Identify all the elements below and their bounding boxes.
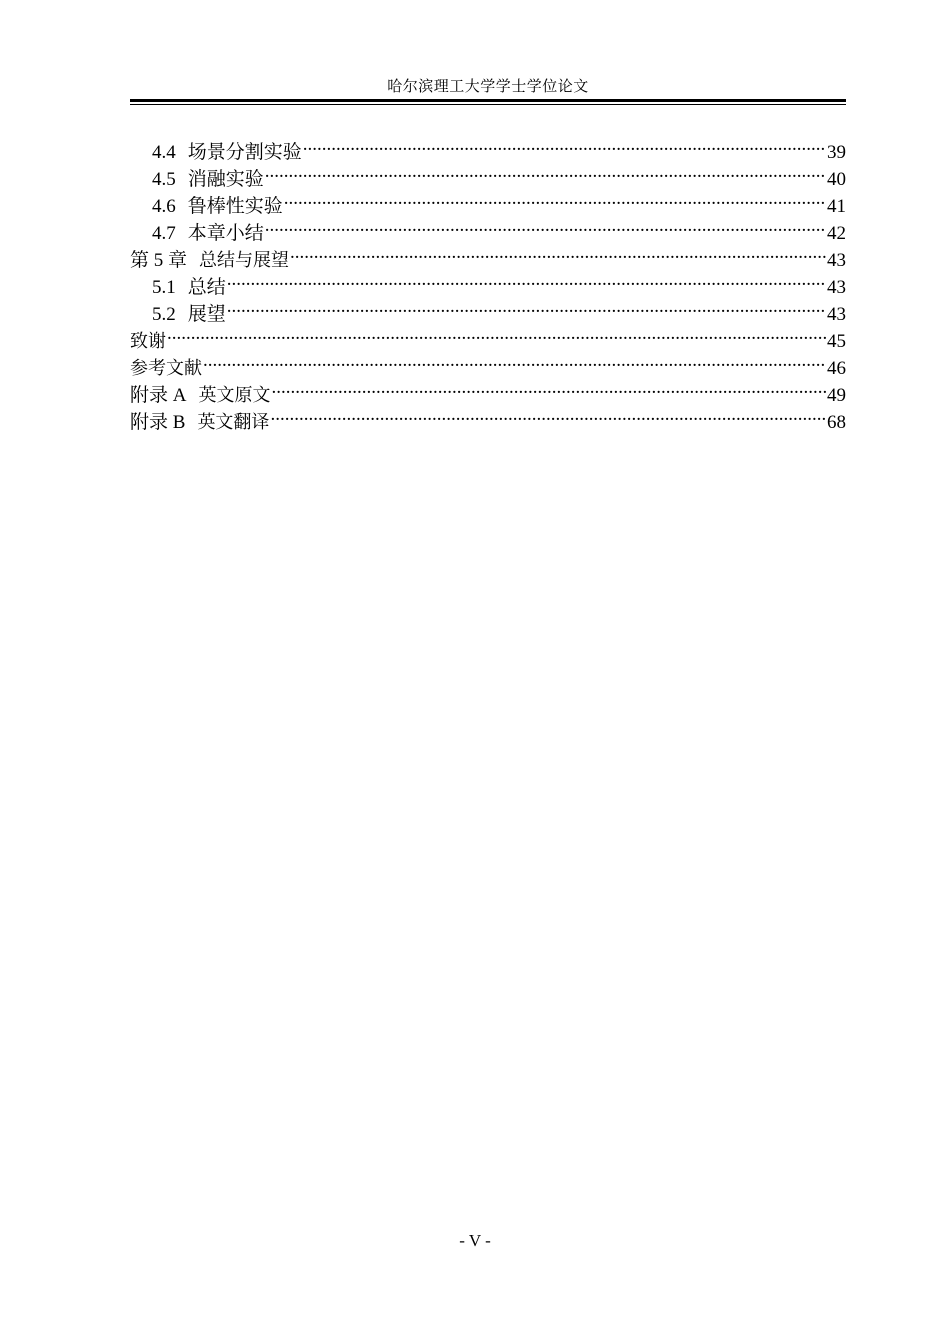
toc-entry-title bbox=[152, 166, 264, 193]
toc-entry-label: 展望 bbox=[187, 304, 226, 325]
toc-entry-page: 45 bbox=[827, 331, 846, 352]
toc-entry-title bbox=[152, 274, 226, 301]
toc-entry-number: 5.1 bbox=[152, 277, 176, 298]
toc-entry-title bbox=[130, 382, 270, 409]
toc-entry-number: 附录 B bbox=[130, 412, 186, 433]
toc-entry-page: 43 bbox=[827, 277, 846, 298]
toc-entry-label: 英文原文 bbox=[198, 385, 271, 406]
toc-entry-title bbox=[152, 220, 264, 247]
toc-entry-references[interactable] bbox=[130, 347, 846, 379]
toc-dot-leader bbox=[203, 347, 826, 374]
toc-entry-page: 68 bbox=[827, 412, 846, 433]
toc-dot-leader bbox=[270, 401, 826, 428]
toc-entry-page: 43 bbox=[827, 250, 846, 271]
toc-dot-leader bbox=[303, 131, 826, 158]
toc-entry-page: 46 bbox=[827, 358, 846, 379]
toc-entry-label: 参考文献 bbox=[130, 358, 202, 379]
toc-entry-title bbox=[152, 193, 283, 220]
toc-entry-page: 40 bbox=[827, 169, 846, 190]
toc-entry-page: 49 bbox=[827, 385, 846, 406]
toc-entry-label: 鲁棒性实验 bbox=[187, 196, 283, 217]
toc-entry-label: 英文翻译 bbox=[197, 412, 270, 433]
toc-dot-leader bbox=[265, 158, 826, 185]
toc-dot-leader bbox=[167, 320, 826, 347]
toc-entry-label: 总结与展望 bbox=[199, 250, 290, 271]
toc-dot-leader bbox=[227, 293, 826, 320]
page-number: - V - bbox=[459, 1231, 491, 1250]
toc-dot-leader bbox=[271, 374, 826, 401]
toc-entry-number: 4.5 bbox=[152, 169, 176, 190]
toc-entry-label: 总结 bbox=[187, 277, 226, 298]
header-rule-thick bbox=[130, 99, 846, 102]
toc-entry-number: 4.4 bbox=[152, 142, 176, 163]
toc-entry-page: 41 bbox=[827, 196, 846, 217]
toc-entry-appendix-a[interactable] bbox=[130, 374, 846, 406]
toc-entry-page: 39 bbox=[827, 142, 846, 163]
toc-entry-page: 42 bbox=[827, 223, 846, 244]
toc-entry-title bbox=[130, 355, 202, 382]
toc-entry-number: 4.6 bbox=[152, 196, 176, 217]
toc-dot-leader bbox=[290, 239, 826, 266]
toc-entry-label: 致谢 bbox=[130, 331, 166, 352]
toc-dot-leader bbox=[284, 185, 826, 212]
toc-dot-leader bbox=[227, 266, 826, 293]
toc-dot-leader bbox=[265, 212, 826, 239]
toc-entry-title bbox=[130, 409, 269, 436]
header-rule-thin bbox=[130, 104, 846, 105]
toc-entry-title bbox=[130, 328, 166, 355]
page-header-title: 哈尔滨理工大学学士学位论文 bbox=[387, 79, 589, 95]
toc-entry-5-1[interactable] bbox=[130, 266, 846, 298]
toc-entry-label: 消融实验 bbox=[187, 169, 264, 190]
toc-entry-4-4[interactable] bbox=[130, 131, 846, 163]
toc-entry-page: 43 bbox=[827, 304, 846, 325]
toc-entry-acknowledgements[interactable] bbox=[130, 320, 846, 352]
toc-entry-label: 场景分割实验 bbox=[187, 142, 302, 163]
toc-entry-5-2[interactable] bbox=[130, 293, 846, 325]
toc-entry-number: 4.7 bbox=[152, 223, 176, 244]
toc-entry-label: 本章小结 bbox=[187, 223, 264, 244]
table-of-contents bbox=[130, 131, 846, 433]
toc-entry-number: 第 5 章 bbox=[130, 250, 188, 271]
toc-entry-number: 附录 A bbox=[130, 385, 187, 406]
toc-entry-number: 5.2 bbox=[152, 304, 176, 325]
